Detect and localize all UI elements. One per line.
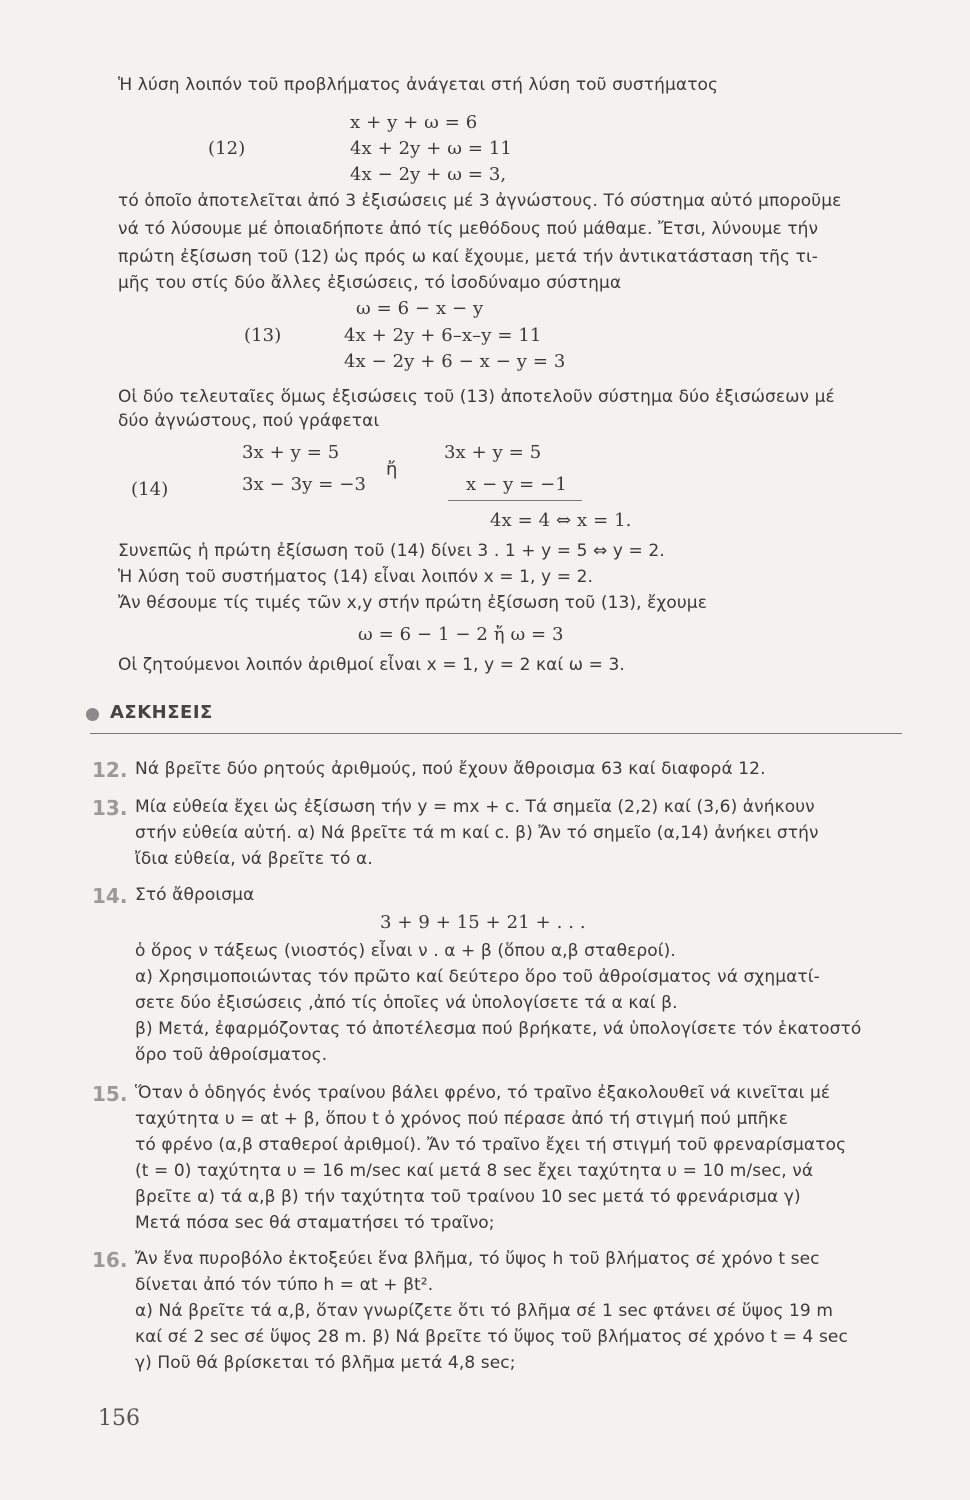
system-14-sum-line	[448, 500, 582, 501]
system-14-left-eq1: 3x + y = 5	[242, 442, 340, 463]
system-14-label: (14)	[131, 479, 169, 500]
heading-rule	[90, 733, 902, 734]
exercise-15-line: Μετά πόσα sec θά σταματήσει τό τραῖνο;	[135, 1213, 495, 1233]
exercise-16-line: α) Νά βρεῖτε τά α,β, ὅταν γνωρίζετε ὅτι τό βλῆμα σέ 1 sec φτάνει σέ ὕψος 19 m	[135, 1301, 834, 1321]
exercise-number: 16.	[92, 1248, 128, 1272]
exercise-14-line: β) Μετά, ἐφαρμόζοντας τό ἀποτέλεσμα πού βρήκατε, νά ὑπολογίσετε τόν ἑκατοστό	[135, 1019, 862, 1039]
exercise-13-line: Μία εὐθεία ἔχει ὡς ἐξίσωση τήν y = mx + c. Τά σημεῖα (2,2) καί (3,6) ἀνήκουν	[135, 797, 815, 817]
exercise-12-line: Νά βρεῖτε δύο ρητούς ἀριθμούς, πού ἔχουν ἄθροισμα 63 καί διαφορά 12.	[135, 759, 766, 779]
conclusion-line: Οἱ ζητούμενοι λοιπόν ἀριθμοί εἶναι x = 1, y = 2 καί ω = 3.	[118, 655, 625, 675]
system-13-eq3: 4x − 2y + 6 − x − y = 3	[344, 351, 566, 372]
exercise-13-line: ἴδια εὐθεία, νά βρεῖτε τό α.	[135, 849, 373, 869]
exercise-15-line: (t = 0) ταχύτητα υ = 16 m/sec καί μετά 8 sec ἔχει ταχύτητα υ = 10 m/sec, νά	[135, 1161, 814, 1181]
system-12-eq3: 4x − 2y + ω = 3,	[350, 164, 507, 185]
exercise-16-line: γ) Ποῦ θά βρίσκεται τό βλῆμα μετά 4,8 sec;	[135, 1353, 516, 1373]
exercise-number: 12.	[92, 758, 128, 782]
system-14-left-eq2: 3x − 3y = −3	[242, 474, 367, 495]
para3-line: Συνεπῶς ἡ πρώτη ἐξίσωση τοῦ (14) δίνει 3 . 1 + y = 5 ⇔ y = 2.	[118, 541, 665, 561]
exercise-16-line: Ἄν ἕνα πυροβόλο ἐκτοξεύει ἕνα βλῆμα, τό ὕψος h τοῦ βλήματος σέ χρόνο t sec	[135, 1249, 820, 1269]
para2-line: δύο ἀγνώστους, πού γράφεται	[118, 411, 380, 431]
system-13-eq1: ω = 6 − x − y	[356, 298, 484, 319]
exercise-number: 13.	[92, 796, 128, 820]
exercise-14-line: Στό ἄθροισμα	[135, 885, 255, 905]
para3-line: Ἄν θέσουμε τίς τιμές τῶν x,y στήν πρώτη ἐξίσωση τοῦ (13), ἔχουμε	[118, 593, 707, 613]
exercise-13-line: στήν εὐθεία αὐτή. α) Νά βρεῖτε τά m καί c. β) Ἄν τό σημεῖο (α,14) ἀνήκει στήν	[135, 823, 819, 843]
system-13-label: (13)	[244, 325, 282, 346]
para1-line: πρώτη ἐξίσωση τοῦ (12) ὡς πρός ω καί ἔχουμε, μετά τήν ἀντικατάσταση τῆς τι-	[118, 247, 819, 267]
system-12-eq2: 4x + 2y + ω = 11	[350, 138, 512, 159]
system-12-label: (12)	[208, 138, 246, 159]
exercises-heading: ΑΣΚΗΣΕΙΣ	[110, 702, 213, 723]
exercise-number: 14.	[92, 884, 128, 908]
system-14-result: 4x = 4 ⇔ x = 1.	[490, 510, 632, 531]
exercise-14-line: ὅρο τοῦ ἀθροίσματος.	[135, 1045, 328, 1065]
exercise-14-series: 3 + 9 + 15 + 21 + . . .	[380, 912, 586, 933]
para2-line: Οἱ δύο τελευταῖες ὅμως ἐξισώσεις τοῦ (13) ἀποτελοῦν σύστημα δύο ἐξισώσεων μέ	[118, 387, 835, 407]
omega-line: ω = 6 − 1 − 2 ἤ ω = 3	[358, 624, 564, 645]
exercise-14-line: ὁ ὅρος ν τάξεως (νιοστός) εἶναι ν . α + β (ὅπου α,β σταθεροί).	[135, 941, 676, 961]
exercise-16-line: καί σέ 2 sec σέ ὕψος 28 m. β) Νά βρεῖτε τό ὕψος τοῦ βλήματος σέ χρόνο t = 4 sec	[135, 1327, 848, 1347]
system-13-eq2: 4x + 2y + 6–x–y = 11	[344, 325, 542, 346]
intro-line: Ἡ λύση λοιπόν τοῦ προβλήματος ἀνάγεται στή λύση τοῦ συστήματος	[118, 75, 719, 95]
system-14-right-eq2: x − y = −1	[466, 474, 567, 495]
system-14-right-eq1: 3x + y = 5	[444, 442, 542, 463]
para3-line: Ἡ λύση τοῦ συστήματος (14) εἶναι λοιπόν x = 1, y = 2.	[118, 567, 593, 587]
bullet-icon	[86, 708, 99, 721]
exercise-15-line: ταχύτητα υ = αt + β, ὅπου t ὁ χρόνος πού πέρασε ἀπό τή στιγμή πού μπῆκε	[135, 1109, 789, 1129]
exercise-number: 15.	[92, 1082, 128, 1106]
exercise-15-line: Ὅταν ὁ ὁδηγός ἑνός τραίνου βάλει φρένο, τό τραῖνο ἐξακολουθεῖ νά κινεῖται μέ	[135, 1083, 831, 1103]
para1-line: μῆς του στίς δύο ἄλλες ἐξισώσεις, τό ἰσοδύναμο σύστημα	[118, 273, 622, 293]
system-14-or: ἤ	[386, 459, 398, 480]
page-number: 156	[98, 1406, 140, 1431]
exercise-14-line: σετε δύο ἐξισώσεις ,ἀπό τίς ὁποῖες νά ὑπολογίσετε τά α καί β.	[135, 993, 678, 1013]
system-12-eq1: x + y + ω = 6	[350, 112, 478, 133]
exercise-15-line: τό φρένο (α,β σταθεροί ἀριθμοί). Ἄν τό τραῖνο ἔχει τή στιγμή τοῦ φρεναρίσματος	[135, 1135, 847, 1155]
exercise-16-line: δίνεται ἀπό τόν τύπο h = αt + βt².	[135, 1275, 434, 1295]
para1-line: νά τό λύσουμε μέ ὁποιαδήποτε ἀπό τίς μεθόδους πού μάθαμε. Ἔτσι, λύνουμε τήν	[118, 219, 819, 239]
exercise-15-line: βρεῖτε α) τά α,β β) τήν ταχύτητα τοῦ τραίνου 10 sec μετά τό φρενάρισμα γ)	[135, 1187, 801, 1207]
para1-line: τό ὁποῖο ἀποτελεῖται ἀπό 3 ἐξισώσεις μέ 3 ἀγνώστους. Τό σύστημα αὐτό μποροῦμε	[118, 191, 842, 211]
exercise-14-line: α) Χρησιμοποιώντας τόν πρῶτο καί δεύτερο ὅρο τοῦ ἀθροίσματος νά σχηματί-	[135, 967, 820, 987]
